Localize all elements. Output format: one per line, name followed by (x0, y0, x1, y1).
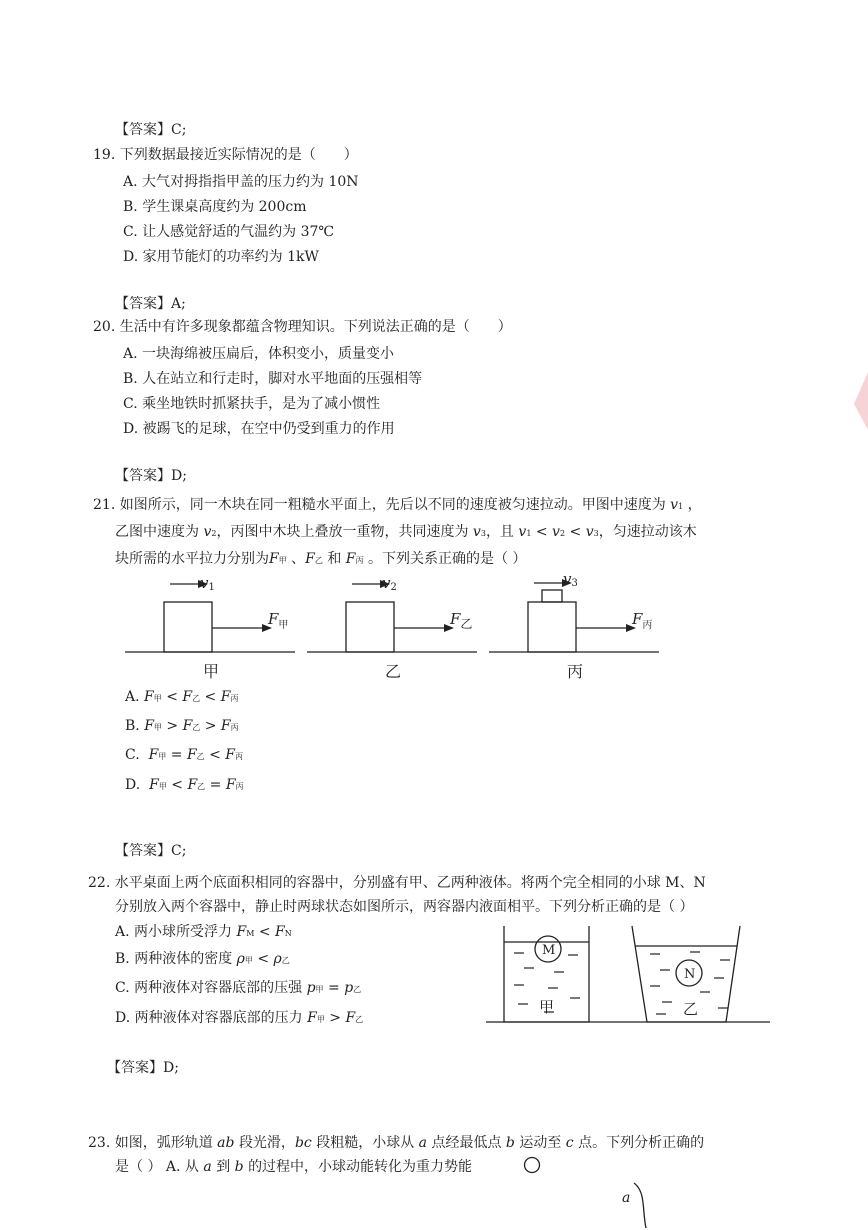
block-bing (528, 602, 576, 652)
q22-figure (484, 922, 774, 1027)
q19-option-d: D. 家用节能灯的功率约为 1kW (123, 249, 319, 265)
q20-option-d: D. 被踢飞的足球，在空中仍受到重力的作用 (123, 421, 395, 437)
arc-track (634, 1183, 646, 1228)
q19-stem: 19. 下列数据最接近实际情况的是（ ） (93, 147, 358, 163)
q19-answer: 【答案】A; (115, 296, 186, 312)
q20-option-b: B. 人在站立和行走时，脚对水平地面的压强相等 (123, 371, 423, 387)
q22-option-b: B. 两种液体的密度 ρ甲 < ρ乙 (115, 951, 290, 967)
q19-option-a: A. 大气对拇指指甲盖的压力约为 10N (123, 174, 359, 190)
q23-line2: 是（ ） A. 从 a 到 b 的过程中，小球动能转化为重力势能 (115, 1159, 473, 1175)
q22-option-d: D. 两种液体对容器底部的压力 F甲 > F乙 (115, 1010, 364, 1026)
q19-option-c: C. 让人感觉舒适的气温约为 37℃ (123, 224, 335, 240)
q18-answer: 【答案】C; (115, 122, 187, 138)
q21-option-d: D. F甲 < F乙 = F丙 (125, 777, 244, 793)
q23-track-figure (612, 1180, 672, 1230)
q22-line2: 分别放入两个容器中，静止时两球状态如图所示，两容器内液面相平。下列分析正确的是（ ） (115, 899, 694, 915)
q21-line1: 21. 如图所示，同一木块在同一粗糙水平面上，先后以不同的速度被匀速拉动。甲图中速度为 v1 ， (93, 497, 702, 513)
caption-jia: 甲 (203, 662, 220, 681)
q23-ball-icon (522, 1155, 542, 1175)
point-a-label: a (622, 1190, 631, 1206)
caption-yi: 乙 (385, 662, 402, 681)
q20-answer: 【答案】D; (115, 468, 187, 484)
label-F-yi: $F_乙$ (450, 610, 473, 631)
weight-bing (542, 590, 562, 602)
q20-option-a: A. 一块海绵被压扁后，体积变小，质量变小 (123, 346, 395, 362)
label-F-jia: $F_甲$ (268, 610, 289, 631)
ball-M-label: M (542, 943, 556, 958)
caption-bing: 丙 (567, 662, 584, 681)
q20-stem: 20. 生活中有许多现象都蕴含物理知识。下列说法正确的是（ ） (93, 319, 512, 335)
q22-answer: 【答案】D; (107, 1060, 179, 1076)
q22-line1: 22. 水平桌面上两个底面积相同的容器中，分别盛有甲、乙两种液体。将两个完全相同的小球 M、N (88, 875, 706, 891)
q21-line2: 乙图中速度为 v2，丙图中木块上叠放一重物，共同速度为 v3，且 v1 < v2 < v3，匀速拉动该木 (115, 524, 697, 540)
q21-option-c: C. F甲 = F乙 < F丙 (125, 747, 244, 763)
q21-answer: 【答案】C; (115, 843, 187, 859)
q21-figure (120, 572, 680, 682)
q22-option-c: C. 两种液体对容器底部的压强 p甲 = p乙 (115, 980, 362, 996)
label-v1-jia: v1 (200, 574, 215, 593)
q21-option-a: A. F甲 < F乙 < F丙 (125, 689, 239, 705)
q20-option-c: C. 乘坐地铁时抓紧扶手，是为了减小惯性 (123, 396, 381, 412)
q21-line3: 块所需的水平拉力分别为F甲 、F乙 和 F丙 。下列关系正确的是（ ） (115, 551, 527, 567)
label-v2-yi: v2 (382, 574, 397, 593)
label-yi-liquid: 乙 (683, 1000, 699, 1018)
label-jia-liquid: 甲 (539, 998, 555, 1016)
block-jia (164, 602, 212, 652)
edge-decoration (850, 372, 868, 432)
block-yi (346, 602, 394, 652)
q22-option-a: A. 两小球所受浮力 FM < FN (115, 924, 292, 940)
ball-N-label: N (684, 967, 696, 982)
label-F-bing: $F_丙$ (632, 610, 653, 631)
q21-option-b: B. F甲 > F乙 > F丙 (125, 718, 239, 734)
q23-line1: 23. 如图，弧形轨道 ab 段光滑，bc 段粗糙，小球从 a 点经最低点 b 运动至 c 点。下列分析正确的 (88, 1135, 705, 1151)
q19-option-b: B. 学生课桌高度约为 200cm (123, 199, 307, 215)
label-v3-bing: v3 (563, 572, 578, 589)
